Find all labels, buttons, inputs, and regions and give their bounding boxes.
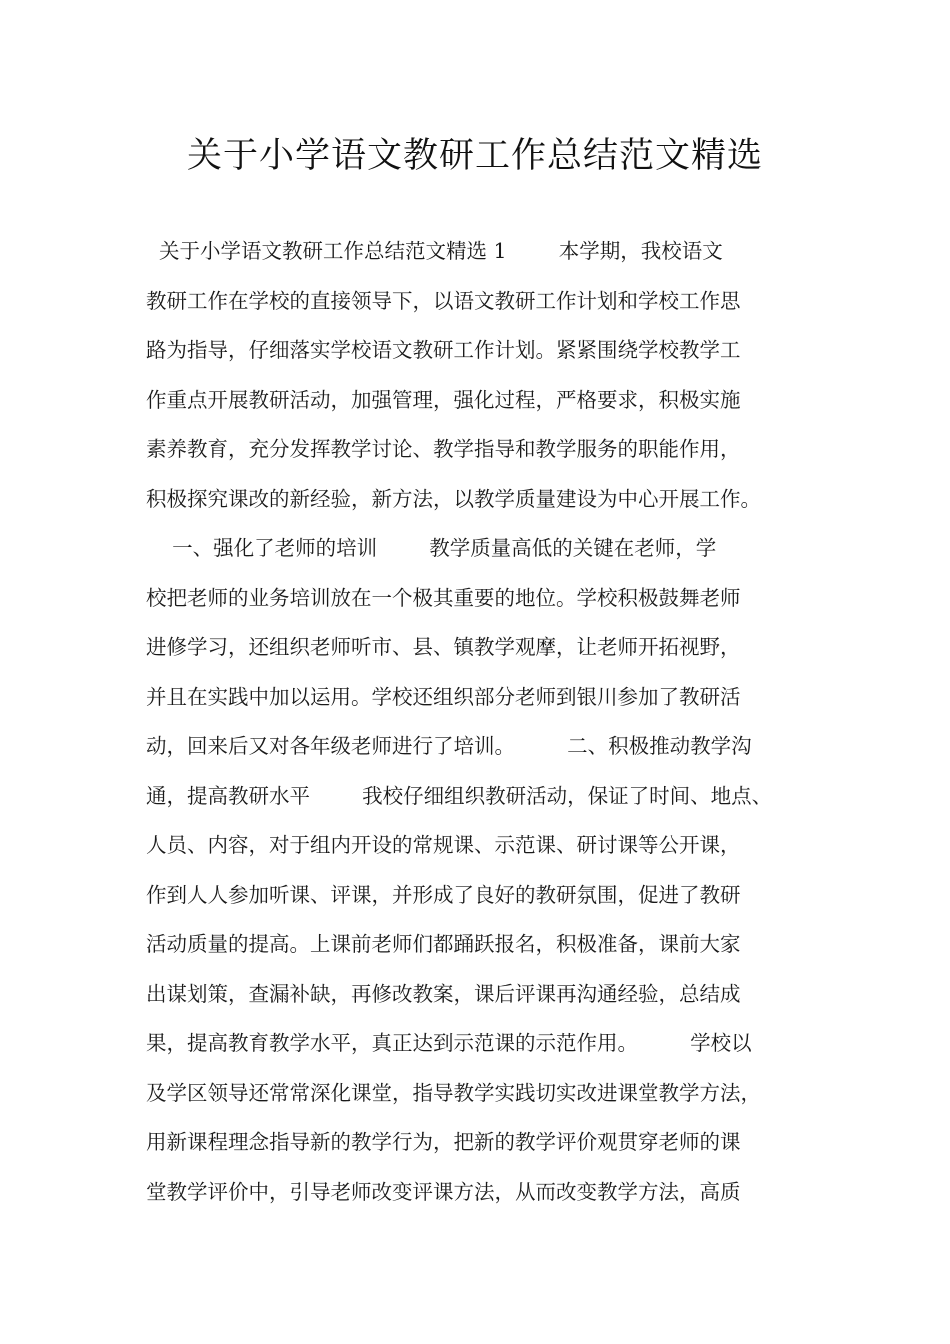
body-line: 作到人人参加听课、评课，并形成了良好的教研氛围，促进了教研: [146, 882, 741, 907]
body-line: 并且在实践中加以运用。学校还组织部分老师到银川参加了教研活: [146, 684, 741, 709]
body-line: 教研工作在学校的直接领导下，以语文教研工作计划和学校工作思: [146, 288, 741, 313]
body-line: 用新课程理念指导新的教学行为，把新的教学评价观贯穿老师的课: [146, 1130, 741, 1154]
body-line: 出谋划策，查漏补缺，再修改教案，课后评课再沟通经验，总结成: [146, 981, 741, 1006]
body-line: 积极探究课改的新经验，新方法，以教学质量建设为中心开展工作。: [146, 486, 761, 511]
body-line: 一、强化了老师的培训 教学质量高低的关键在老师，学: [146, 536, 717, 560]
body-line: 通，提高教研水平 我校仔细组织教研活动，保证了时间、地点、: [146, 783, 773, 808]
body-line: 素养教育，充分发挥教学讨论、教学指导和教学服务的职能作用，: [146, 437, 741, 461]
body-line: 堂教学评价中，引导老师改变评课方法，从而改变教学方法，高质: [146, 1179, 741, 1204]
body-line: 进修学习，还组织老师听市、县、镇教学观摩，让老师开拓视野，: [146, 635, 741, 659]
body-line: 动，回来后又对各年级老师进行了培训。 二、积极推动教学沟: [146, 734, 752, 758]
body-line: 活动质量的提高。上课前老师们都踊跃报名，积极准备，课前大家: [146, 932, 741, 956]
body-line: 人员、内容，对于组内开设的常规课、示范课、研讨课等公开课，: [146, 833, 741, 857]
body-line: 校把老师的业务培训放在一个极其重要的地位。学校积极鼓舞老师: [146, 585, 741, 610]
document-body: [146, 234, 826, 1224]
body-line: 路为指导，仔细落实学校语文教研工作计划。紧紧围绕学校教学工: [146, 338, 741, 362]
body-line: 作重点开展教研活动，加强管理，强化过程，严格要求，积极实施: [146, 387, 741, 412]
document-title: 关于小学语文教研工作总结范文精选: [186, 136, 763, 176]
body-line: 果，提高教育教学水平，真正达到示范课的示范作用。 学校以: [146, 1031, 752, 1055]
body-line: 及学区领导还常常深化课堂，指导教学实践切实改进课堂教学方法，: [146, 1080, 761, 1105]
body-line: 关于小学语文教研工作总结范文精选 1 本学期，我校语文: [146, 239, 723, 263]
